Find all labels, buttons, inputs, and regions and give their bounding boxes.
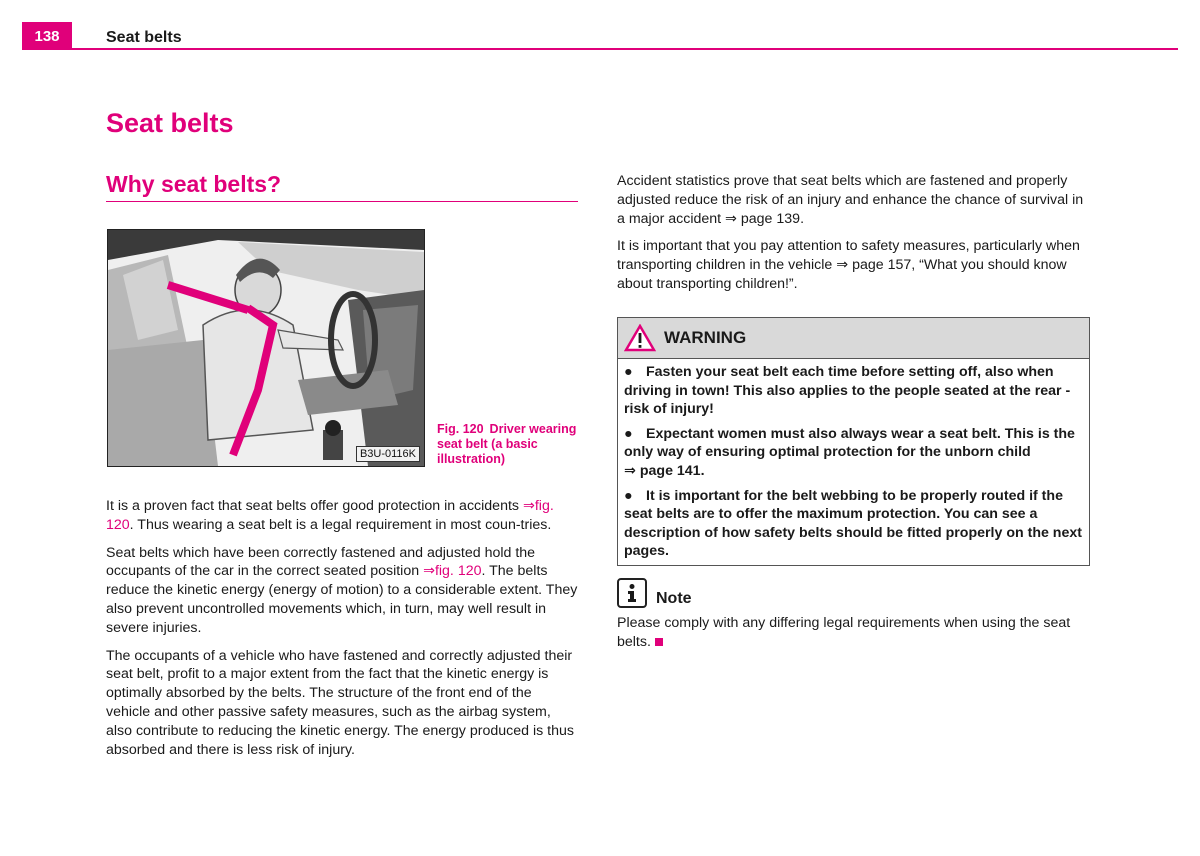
bullet-icon: ● (624, 425, 633, 442)
page-number: 138 (22, 22, 72, 50)
arrow-icon: ⇒ (522, 498, 535, 514)
paragraph-3: The occupants of a vehicle who have fastened and correctly adjusted their seat belt, profit to a major extent from the fact that the kinetic energy is optimally absorbed by the belts. The structure of the front end of the vehicle and other passive safety measures, such as the airbag system, also contribute to reducing the kinetic energy. The energy produced is thus absorbed and there is less risk of injury. (106, 647, 574, 758)
paragraph-1: It is a proven fact that seat belts offer good protection in accidents ⇒fig. 120. Thus wearing a seat belt is a legal requirement in most coun-tries. (106, 498, 554, 533)
driver-illustration (108, 230, 424, 466)
figure-caption-text: Driver wearing seat belt (a basic illustration) (437, 422, 577, 466)
page-157-ref[interactable]: page 157 (852, 257, 912, 274)
warning-header (618, 318, 1089, 359)
warning-body (618, 359, 1089, 561)
note-title: Note (656, 590, 692, 607)
note-block (617, 578, 1090, 652)
warning-triangle-icon (624, 324, 656, 352)
section-title: Why seat belts? (106, 171, 282, 197)
arrow-icon: ⇒ (624, 462, 636, 479)
fig-120-link[interactable]: fig. 120 (434, 563, 482, 580)
bullet-icon: ● (624, 364, 633, 380)
bullet-icon: ● (624, 487, 633, 504)
note-text: Please comply with any differing legal requirements when using the seat belts. (617, 615, 1071, 650)
page-139-ref[interactable]: page 139 (740, 210, 801, 227)
arrow-icon: ⇒ (725, 210, 737, 227)
section-rule (106, 201, 578, 202)
page-title: Seat belts (106, 108, 234, 138)
fig-120-link[interactable]: fig. 120 (106, 498, 554, 533)
header-rule (22, 48, 1178, 50)
figure-number: Fig. 120 (437, 422, 484, 436)
figure-code: B3U-0116K (356, 446, 420, 462)
info-icon (617, 578, 647, 608)
paragraph-2: Seat belts which have been correctly fastened and adjusted hold the occupants of the car in the correct seated position ⇒fig. 120. The belts reduce the kinetic energy (energy of motion) to a considerable extent. They also prevent uncontrolled movements which, in turn, may well result in severe injuries. (106, 544, 578, 636)
warning-title: WARNING (664, 328, 747, 347)
page-141-ref[interactable]: page 141. (639, 462, 705, 479)
figure-driver-seat-belt (107, 229, 425, 467)
left-column (106, 497, 579, 768)
running-title: Seat belts (106, 29, 182, 46)
warning-item: ● It is important for the belt webbing to be properly routed if the seat belts are to offer the maximum protection. You can see a description of how safety belts should be fitted properly on the next pages. (624, 487, 1082, 560)
paragraph-statistics: Accident statistics prove that seat belts which are fastened and properly adjusted reduce the risk of an injury and enhance the chance of survival in a major accident ⇒ page 139. (617, 173, 1084, 227)
end-square-icon (655, 638, 663, 646)
warning-item: ● Expectant women must also always wear a seat belt. This is the only way of ensuring optimal protection for the unborn child ⇒ page 141. (624, 425, 1075, 479)
warning-box (617, 317, 1090, 566)
figure-caption (437, 422, 577, 467)
arrow-icon: ⇒ (423, 563, 435, 580)
right-column (617, 172, 1090, 303)
arrow-icon: ⇒ (836, 257, 849, 274)
warning-item: ● Fasten your seat belt each time before setting off, also when driving in town! This also applies to the people seated at the rear - risk of injury! (624, 364, 1071, 418)
paragraph-children: It is important that you pay attention to safety measures, particularly when transporting children in the vehicle ⇒ page 157, “What you should know about transporting children!”. (617, 238, 1080, 292)
note-header (617, 578, 1090, 608)
